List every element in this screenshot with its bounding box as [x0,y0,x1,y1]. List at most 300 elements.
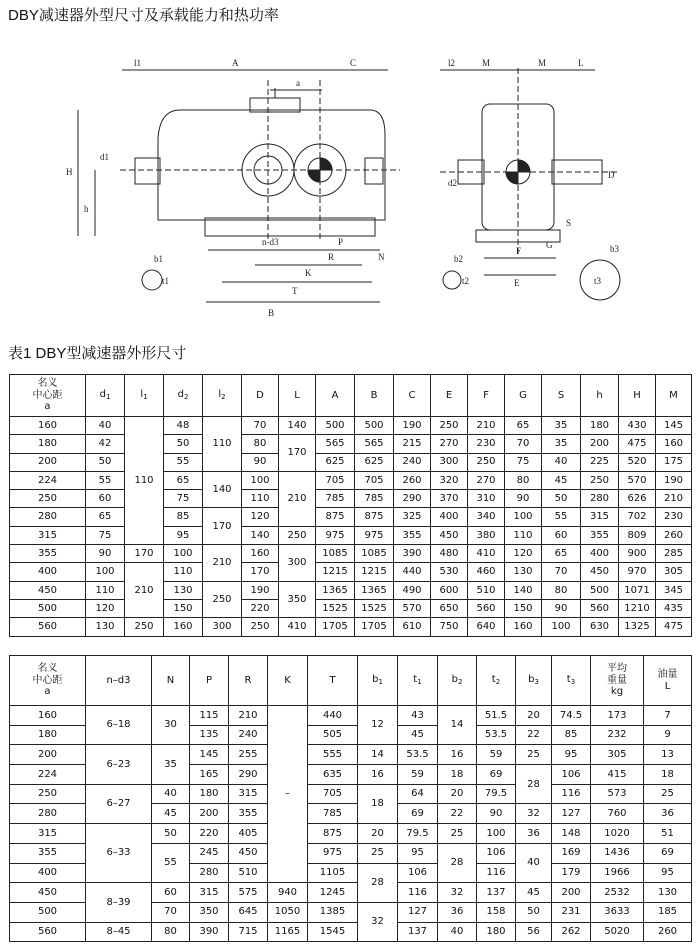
table-row [10,508,692,526]
table-cell: 250 [10,784,86,804]
dim-t1: t1 [162,276,170,286]
table-cell: 60 [86,490,125,508]
table-cell: 210 [279,471,316,526]
table-cell: 1210 [619,599,656,617]
table-cell: 140 [203,471,242,508]
table-row [10,883,692,903]
table-row [10,599,692,617]
table-cell: 255 [229,745,268,765]
table-cell: 90 [86,545,125,563]
table-cell: 160 [505,618,542,636]
table-cell: 116 [552,784,591,804]
table-cell: 45 [516,883,552,903]
table-cell: 785 [316,490,355,508]
column-header: 平均 重量 kg [591,656,644,706]
table-cell: 200 [552,883,591,903]
table-cell: 145 [656,417,692,435]
table-cell: 970 [619,563,656,581]
table-cell: 480 [431,545,468,563]
table-cell: 270 [431,435,468,453]
table-cell: 355 [581,526,619,544]
table-cell: 110 [86,581,125,599]
table-cell: 75 [164,490,203,508]
table-cell: 260 [394,471,431,489]
table-cell: 560 [10,922,86,942]
table-cell: 53.5 [477,725,516,745]
table-cell: 35 [152,745,190,784]
table-cell: 240 [229,725,268,745]
table-cell: 809 [619,526,656,544]
table-cell: 1705 [355,618,394,636]
table-cell: 65 [542,545,581,563]
table-cell: 25 [438,824,477,844]
table-cell: 32 [438,883,477,903]
table-cell: 1385 [308,902,358,922]
dim-G: G [546,240,553,250]
table-cell: 127 [398,902,438,922]
table-cell: 345 [656,581,692,599]
table-cell: 110 [125,417,164,545]
column-header: C [394,375,431,417]
table-cell: 32 [358,902,398,941]
column-header: E [431,375,468,417]
table-cell: 560 [468,599,505,617]
table-cell: 305 [656,563,692,581]
table-cell: 70 [542,563,581,581]
table-row [10,526,692,544]
table-cell: 400 [10,863,86,883]
dim-b1: b1 [154,254,163,264]
table-cell: 300 [431,453,468,471]
dim-L: L [578,58,584,68]
table-cell: 573 [591,784,644,804]
table-cell: 315 [10,526,86,544]
table-cell: 90 [477,804,516,824]
column-header: 油量 L [644,656,692,706]
table-cell: 50 [86,453,125,471]
table-cell: 53.5 [398,745,438,765]
table-cell: 210 [468,417,505,435]
table-cell: 875 [316,508,355,526]
table-cell: 36 [516,824,552,844]
table-cell: 148 [552,824,591,844]
table-cell: 180 [477,922,516,942]
table-cell: 145 [190,745,229,765]
dim-t2: t2 [462,276,470,286]
table-cell: 22 [438,804,477,824]
table-cell: 140 [279,417,316,435]
table-cell: 626 [619,490,656,508]
table-cell: 69 [398,804,438,824]
table-cell: 110 [164,563,203,581]
table-cell: 215 [394,435,431,453]
table-cell: 28 [438,843,477,882]
table-cell: 165 [190,765,229,785]
table-cell: 305 [591,745,644,765]
table-cell: 355 [229,804,268,824]
column-header: n–d3 [86,656,152,706]
table-cell: 570 [394,599,431,617]
table-row [10,581,692,599]
dim-T: T [292,286,298,296]
dim-H: H [66,167,73,177]
column-header: P [190,656,229,706]
table-cell: – [268,706,308,883]
page-title: DBY减速器外型尺寸及承载能力和热功率 [8,7,279,24]
dim-M-right: M [538,58,547,68]
table-cell: 158 [477,902,516,922]
table-cell: 45 [398,725,438,745]
table-cell: 25 [516,745,552,765]
table-cell: 70 [505,435,542,453]
table-cell: 18 [438,765,477,785]
table-cell: 280 [190,863,229,883]
table-row [10,417,692,435]
table-cell: 450 [10,581,86,599]
table-cell: 315 [581,508,619,526]
table-cell: 35 [542,417,581,435]
table-cell: 160 [164,618,203,636]
table-cell: 36 [644,804,692,824]
table-cell: 231 [552,902,591,922]
dim-l2: l2 [448,58,456,68]
table-cell: 260 [656,526,692,544]
table-cell: 110 [203,417,242,472]
gear-reducer-drawing [0,40,700,330]
table-row [10,706,692,726]
table-cell: 1525 [355,599,394,617]
table-cell: 630 [581,618,619,636]
dim-t3: t3 [594,276,602,286]
table-cell: 79.5 [398,824,438,844]
table-row [10,471,692,489]
column-header: R [229,656,268,706]
table-cell: 180 [10,435,86,453]
table-cell: 6–18 [86,706,152,745]
table-cell: 510 [468,581,505,599]
table-cell: 975 [316,526,355,544]
column-header: $d_1$ [86,375,125,417]
table-cell: 140 [505,581,542,599]
table-cell: 250 [125,618,164,636]
table-cell: 290 [394,490,431,508]
table-cell: 224 [10,765,86,785]
table-cell: 705 [308,784,358,804]
table-cell: 500 [316,417,355,435]
column-header: $b_1$ [358,656,398,706]
table-row [10,563,692,581]
table-cell: 975 [308,843,358,863]
dim-h: h [84,204,89,214]
table-cell: 1071 [619,581,656,599]
table-cell: 160 [10,417,86,435]
column-header: G [505,375,542,417]
table-cell: 50 [164,435,203,453]
table-cell: 435 [656,599,692,617]
table-cell: 1525 [316,599,355,617]
table-cell: 75 [86,526,125,544]
table-row [10,745,692,765]
table-cell: 500 [581,581,619,599]
table-cell: 65 [164,471,203,489]
table-cell: 1215 [355,563,394,581]
table-cell: 190 [242,581,279,599]
table-cell: 285 [656,545,692,563]
table-cell: 355 [10,545,86,563]
table-cell: 50 [542,490,581,508]
table-cell: 500 [355,417,394,435]
table-cell: 8–45 [86,922,152,942]
table-cell: 90 [505,490,542,508]
table-cell: 55 [542,508,581,526]
table-cell: 80 [505,471,542,489]
table-cell: 90 [542,599,581,617]
table-cell: 150 [505,599,542,617]
table-cell: 490 [394,581,431,599]
table-cell: 137 [477,883,516,903]
table-cell: 42 [86,435,125,453]
table-cell: 5020 [591,922,644,942]
table-cell: 785 [308,804,358,824]
table-cell: 48 [164,417,203,435]
table-cell: 300 [203,618,242,636]
dim-b3: b3 [610,244,619,254]
table-cell: 35 [542,435,581,453]
table-cell: 1365 [316,581,355,599]
column-header: H [619,375,656,417]
table-cell: 355 [394,526,431,544]
table-cell: 14 [358,745,398,765]
table-cell: 100 [86,563,125,581]
table-cell: 1365 [355,581,394,599]
table-row [10,922,692,942]
table-cell: 635 [308,765,358,785]
table-cell: 530 [431,563,468,581]
column-header: F [468,375,505,417]
table-cell: 100 [242,471,279,489]
table-cell: 160 [656,435,692,453]
table-cell: 95 [398,843,438,863]
dim-d2: d2 [448,178,457,188]
table-cell: 975 [355,526,394,544]
table-cell: 20 [438,784,477,804]
table-cell: 85 [164,508,203,526]
table-cell: 95 [164,526,203,544]
table-cell: 28 [358,863,398,902]
table-cell: 370 [431,490,468,508]
table-cell: 180 [581,417,619,435]
table-cell: 65 [86,508,125,526]
column-header: $l_1$ [125,375,164,417]
column-header: h [581,375,619,417]
table-cell: 135 [190,725,229,745]
table-cell: 390 [190,922,229,942]
table-cell: 645 [229,902,268,922]
table-cell: 410 [468,545,505,563]
table-cell: 450 [431,526,468,544]
table-cell: 875 [355,508,394,526]
column-header: 名义 中心距 a [10,375,86,417]
dim-R: R [328,252,335,262]
table-cell: 280 [10,508,86,526]
table-cell: 127 [552,804,591,824]
table-cell: 350 [279,581,316,618]
table-cell: 169 [552,843,591,863]
table-cell: 250 [203,581,242,618]
table-cell: 59 [477,745,516,765]
table-cell: 45 [542,471,581,489]
table-cell: 450 [581,563,619,581]
table-cell: 715 [229,922,268,942]
table-row [10,618,692,636]
table-cell: 120 [505,545,542,563]
table-cell: 179 [552,863,591,883]
table-cell: 40 [438,922,477,942]
table-cell: 510 [229,863,268,883]
table-cell: 95 [644,863,692,883]
column-header: $t_3$ [552,656,591,706]
table-cell: 290 [229,765,268,785]
table-cell: 400 [581,545,619,563]
table-cell: 315 [190,883,229,903]
dim-nd3: n-d3 [262,237,279,247]
column-header: M [656,375,692,417]
table-cell: 220 [242,599,279,617]
table-cell: 120 [86,599,125,617]
table-cell: 250 [468,453,505,471]
table-cell: 13 [644,745,692,765]
dim-C: C [350,58,357,68]
dim-A: A [232,58,239,68]
table-cell: 175 [656,453,692,471]
table-cell: 380 [468,526,505,544]
table-cell: 18 [358,784,398,823]
table-row [10,784,692,804]
table-cell: 173 [591,706,644,726]
table-cell: 500 [10,599,86,617]
dim-a: a [296,78,300,88]
table-cell: 16 [438,745,477,765]
table-cell: 230 [468,435,505,453]
table-cell: 430 [619,417,656,435]
table-cell: 90 [242,453,279,471]
table-cell: 170 [125,545,164,563]
table-cell: 106 [398,863,438,883]
dim-S: S [566,218,572,228]
table-cell: 56 [516,922,552,942]
table-cell: 140 [242,526,279,544]
dim-d1: d1 [100,152,109,162]
table-cell: 300 [279,545,316,582]
table-cell: 51 [644,824,692,844]
table-cell: 1436 [591,843,644,863]
table-cell: 505 [308,725,358,745]
column-header: L [279,375,316,417]
table-cell: 575 [229,883,268,903]
table-cell: 170 [203,508,242,545]
table-cell: 760 [591,804,644,824]
table-cell: 250 [242,618,279,636]
table-cell: 415 [591,765,644,785]
table-cell: 106 [477,843,516,863]
table-cell: 702 [619,508,656,526]
table-cell: 130 [86,618,125,636]
table-cell: 190 [394,417,431,435]
table-cell: 130 [505,563,542,581]
table-cell: 225 [581,453,619,471]
load-capacity-table [9,655,692,942]
table-cell: 70 [152,902,190,922]
table-cell: 6–23 [86,745,152,784]
table-cell: 325 [394,508,431,526]
column-header: $t_2$ [477,656,516,706]
table-cell: 940 [268,883,308,903]
table-cell: 625 [355,453,394,471]
table-cell: 1165 [268,922,308,942]
table-cell: 8–39 [86,883,152,922]
column-header: $t_1$ [398,656,438,706]
table-cell: 640 [468,618,505,636]
table-cell: 262 [552,922,591,942]
table-cell: 69 [477,765,516,785]
table-cell: 280 [10,804,86,824]
table-cell: 40 [152,784,190,804]
table-cell: 25 [644,784,692,804]
table-cell: 50 [516,902,552,922]
table-cell: 200 [581,435,619,453]
table-cell: 450 [229,843,268,863]
table-cell: 116 [477,863,516,883]
table-cell: 106 [552,765,591,785]
table-cell: 110 [505,526,542,544]
table-cell: 69 [644,843,692,863]
table-cell: 51.5 [477,706,516,726]
table-cell: 80 [152,922,190,942]
dim-E: E [514,278,520,288]
table-cell: 260 [644,922,692,942]
table-cell: 1705 [316,618,355,636]
table-cell: 310 [468,490,505,508]
column-header: T [308,656,358,706]
table-cell: 160 [242,545,279,563]
column-header: $d_2$ [164,375,203,417]
table-cell: 475 [656,618,692,636]
table-cell: 180 [10,725,86,745]
table-cell: 210 [125,563,164,618]
table-row [10,545,692,563]
table-cell: 80 [242,435,279,453]
table-cell: 610 [394,618,431,636]
table-cell: 350 [190,902,229,922]
table-cell: 625 [316,453,355,471]
table-cell: 36 [438,902,477,922]
table-cell: 130 [644,883,692,903]
table-cell: 137 [398,922,438,942]
table-cell: 705 [316,471,355,489]
table-cell: 110 [242,490,279,508]
table-row [10,824,692,844]
table-cell: 1245 [308,883,358,903]
table-cell: 565 [316,435,355,453]
table-cell: 95 [552,745,591,765]
table-cell: 224 [10,471,86,489]
table-cell: 100 [505,508,542,526]
table-cell: 85 [552,725,591,745]
table-cell: 55 [152,843,190,882]
table-cell: 220 [190,824,229,844]
table-cell: 570 [619,471,656,489]
table-cell: 390 [394,545,431,563]
